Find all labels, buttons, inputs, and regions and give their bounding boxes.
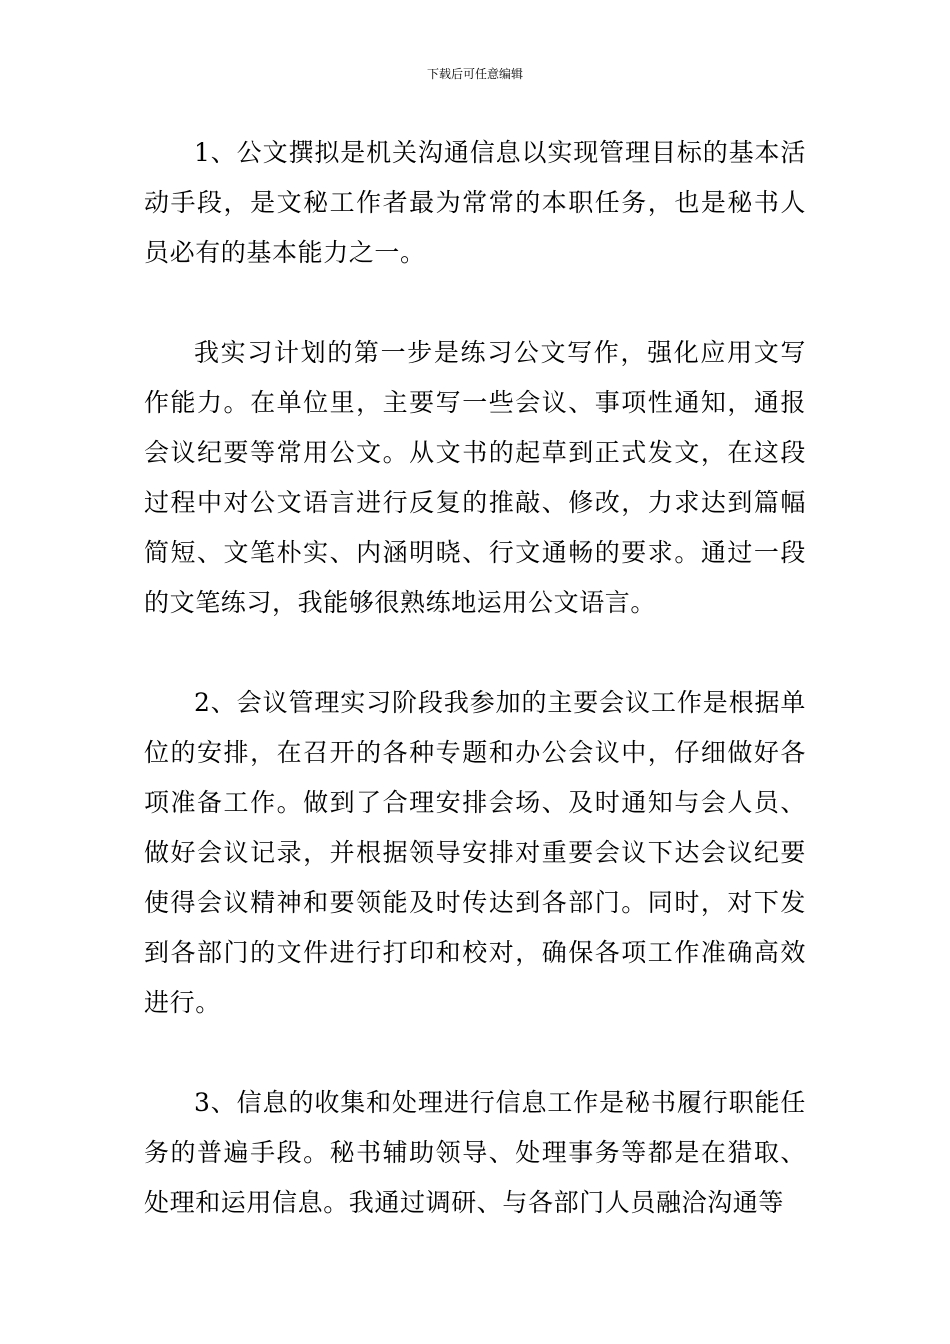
paragraph-information-handling: 3、信息的收集和处理进行信息工作是秘书履行职能任务的普遍手段。秘书辅助领导、处理事务等都是在猎取、处理和运用信息。我通过调研、与各部门人员融洽沟通等 — [144, 1088, 806, 1217]
page-header: 下载后可任意编辑 — [426, 67, 523, 81]
paragraph-meeting-management: 2、会议管理实习阶段我参加的主要会议工作是根据单位的安排，在召开的各种专题和办公会议中，仔细做好各项准备工作。做到了合理安排会场、及时通知与会人员、做好会议记录，并根据领导安排对重要会议下达会议纪要使得会议精神和要领能及时传达到各部门。同时，对下发到各部门的文件进行打印和校对，确保各项工作准确高效进行。 — [144, 688, 806, 1017]
paragraph-writing-practice: 我实习计划的第一步是练习公文写作，强化应用文写作能力。在单位里，主要写一些会议、事项性通知，通报会议纪要等常用公文。从文书的起草到正式发文，在这段过程中对公文语言进行反复的推敲、修改，力求达到篇幅简短、文笔朴实、内涵明晓、行文通畅的要求。通过一段的文笔练习，我能够很熟练地运用公文语言。 — [144, 338, 806, 617]
document-body — [144, 128, 806, 1228]
paragraph-document-drafting: 1、公文撰拟是机关沟通信息以实现管理目标的基本活动手段，是文秘工作者最为常常的本职任务，也是秘书人员必有的基本能力之一。 — [144, 138, 806, 267]
